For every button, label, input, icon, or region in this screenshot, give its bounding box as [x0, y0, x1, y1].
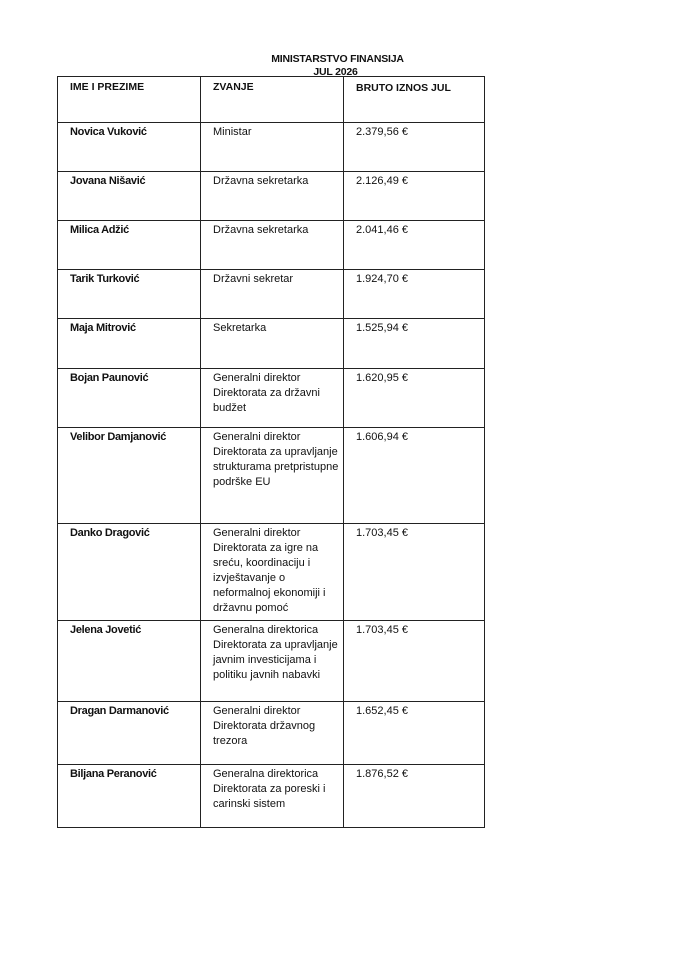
- employee-title: Generalna direktorica Direktorata za upravljanje javnim investicijama i politiku javnih nabavki: [201, 621, 344, 702]
- column-header-title: ZVANJE: [201, 77, 344, 123]
- table-row: [58, 270, 485, 319]
- gross-amount: 1.876,52 €: [344, 765, 485, 828]
- employee-title: Državni sekretar: [201, 270, 344, 319]
- gross-amount: 2.041,46 €: [344, 221, 485, 270]
- table-row: [58, 123, 485, 172]
- column-header-amount: BRUTO IZNOS JUL: [344, 77, 485, 123]
- employee-name: Bojan Paunović: [58, 369, 201, 428]
- table-header-row: [58, 77, 485, 123]
- employee-name: Maja Mitrović: [58, 319, 201, 369]
- gross-amount: 2.379,56 €: [344, 123, 485, 172]
- employee-title: Državna sekretarka: [201, 172, 344, 221]
- table-row: [58, 319, 485, 369]
- document-title: MINISTARSTVO FINANSIJA: [271, 53, 404, 65]
- gross-amount: 2.126,49 €: [344, 172, 485, 221]
- table-row: [58, 524, 485, 621]
- employee-name: Jovana Nišavić: [58, 172, 201, 221]
- employee-name: Dragan Darmanović: [58, 702, 201, 765]
- gross-amount: 1.703,45 €: [344, 621, 485, 702]
- employee-title: Ministar: [201, 123, 344, 172]
- table-row: [58, 172, 485, 221]
- table-row: [58, 369, 485, 428]
- employee-name: Milica Adžić: [58, 221, 201, 270]
- document-subtitle: JUL 2026: [313, 66, 358, 78]
- employee-title: Sekretarka: [201, 319, 344, 369]
- table-row: [58, 221, 485, 270]
- table-row: [58, 428, 485, 524]
- table-row: [58, 621, 485, 702]
- employee-name: Biljana Peranović: [58, 765, 201, 828]
- gross-amount: 1.620,95 €: [344, 369, 485, 428]
- gross-amount: 1.606,94 €: [344, 428, 485, 524]
- employee-title: Generalni direktor Direktorata za igre na sreću, koordinaciju i izvještavanje o neformalnoj ekonomiji i državnu pomoć: [201, 524, 344, 621]
- salary-table: [57, 76, 485, 828]
- table-row: [58, 765, 485, 828]
- column-header-name: IME I PREZIME: [58, 77, 201, 123]
- employee-title: Generalna direktorica Direktorata za poreski i carinski sistem: [201, 765, 344, 828]
- employee-title: Državna sekretarka: [201, 221, 344, 270]
- employee-name: Danko Dragović: [58, 524, 201, 621]
- employee-name: Novica Vuković: [58, 123, 201, 172]
- employee-name: Jelena Jovetić: [58, 621, 201, 702]
- employee-title: Generalni direktor Direktorata državnog trezora: [201, 702, 344, 765]
- gross-amount: 1.703,45 €: [344, 524, 485, 621]
- gross-amount: 1.525,94 €: [344, 319, 485, 369]
- employee-title: Generalni direktor Direktorata za upravljanje strukturama pretpristupne podrške EU: [201, 428, 344, 524]
- table-row: [58, 702, 485, 765]
- employee-name: Velibor Damjanović: [58, 428, 201, 524]
- employee-title: Generalni direktor Direktorata za državni budžet: [201, 369, 344, 428]
- employee-name: Tarik Turković: [58, 270, 201, 319]
- gross-amount: 1.652,45 €: [344, 702, 485, 765]
- gross-amount: 1.924,70 €: [344, 270, 485, 319]
